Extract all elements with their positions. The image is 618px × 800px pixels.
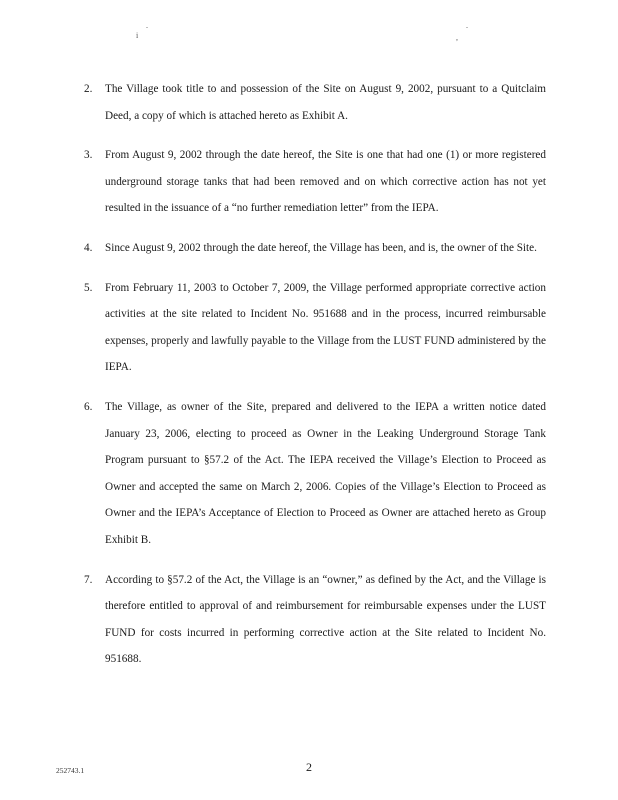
scan-mark-left-lower: i xyxy=(136,31,139,40)
numbered-paragraph-list xyxy=(84,76,546,686)
paragraph-6 xyxy=(84,394,546,554)
paragraph-4 xyxy=(84,235,546,262)
paragraph-text: The Village, as owner of the Site, prepared and delivered to the IEPA a written notice dated January 23, 2006, electing to proceed as Owner in the Leaking Underground Storage Tank Program pursuant to §57.2 of the Act. The IEPA received the Village’s Election to Proceed as Owner and accepted the same on March 2, 2006. Copies of the Village’s Election to Proceed as Owner and the IEPA’s Acceptance of Election to Proceed as Owner are attached hereto as Group Exhibit B. xyxy=(105,400,546,546)
paragraph-7 xyxy=(84,567,546,673)
paragraph-text: From August 9, 2002 through the date hereof, the Site is one that had one (1) or more registered underground storage tanks that had been removed and on which corrective action has not yet resulted in the issuance of a “no further remediation letter” from the IEPA. xyxy=(105,149,546,215)
paragraph-number: 5. xyxy=(84,281,93,294)
paragraph-text: From February 11, 2003 to October 7, 2009, the Village performed appropriate corrective action activities at the site related to Incident No. 951688 and in the process, incurred reimbursable expenses, properly and lawfully payable to the Village from the LUST FUND administered by the IEPA. xyxy=(105,281,546,374)
paragraph-number: 4. xyxy=(84,241,93,254)
scan-mark-left: . xyxy=(146,21,148,30)
paragraph-text: According to §57.2 of the Act, the Village is an “owner,” as defined by the Act, and the Village is therefore entitled to approval of and reimbursement for reimbursable expenses under the LUST FUND for costs incurred in performing corrective action at the Site related to Incident No. 951688. xyxy=(105,573,546,666)
paragraph-text: The Village took title to and possession of the Site on August 9, 2002, pursuant to a Quitclaim Deed, a copy of which is attached hereto as Exhibit A. xyxy=(105,83,546,122)
paragraph-number: 6. xyxy=(84,400,93,413)
paragraph-number: 7. xyxy=(84,573,93,586)
paragraph-5 xyxy=(84,275,546,381)
document-id-footer: 252743.1 xyxy=(56,766,85,775)
paragraph-number: 2. xyxy=(84,83,93,95)
paragraph-text: Since August 9, 2002 through the date hereof, the Village has been, and is, the owner of the Site. xyxy=(105,241,537,254)
scan-mark-right-lower: , xyxy=(456,33,458,42)
scan-mark-right: . xyxy=(466,21,468,30)
page-number: 2 xyxy=(306,760,312,774)
paragraph-3 xyxy=(84,142,546,222)
paragraph-number: 3. xyxy=(84,149,93,162)
paragraph-2 xyxy=(84,76,546,129)
